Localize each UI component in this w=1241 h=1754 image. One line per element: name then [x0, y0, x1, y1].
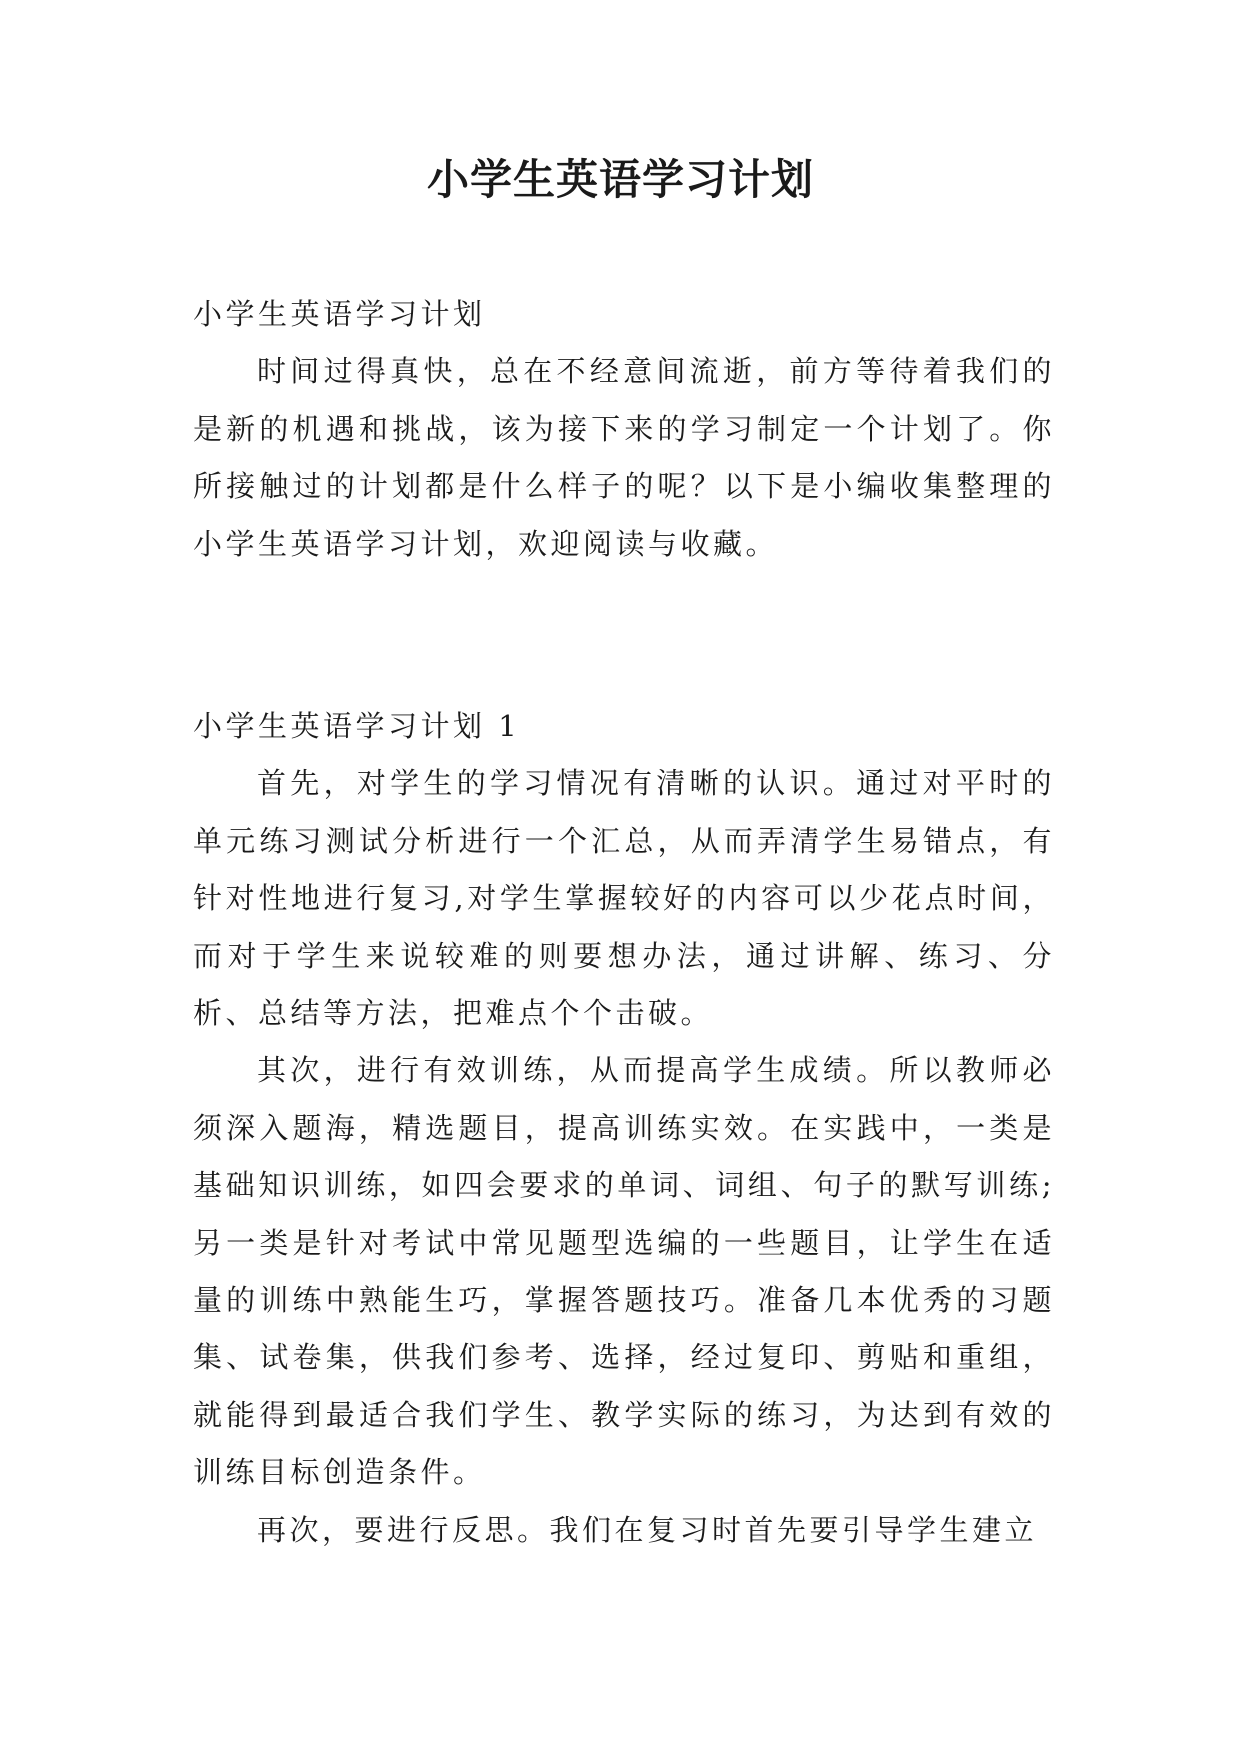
section-1-paragraph-1: 首先，对学生的学习情况有清晰的认识。通过对平时的单元练习测试分析进行一个汇总，从而弄清学生易错点，有针对性地进行复习,对学生掌握较好的内容可以少花点时间，而对于学生来说较难的则要想办法，通过讲解、练习、分析、总结等方法，把难点个个击破。 [193, 766, 1055, 1031]
document-title: 小学生英语学习计划 [426, 155, 814, 204]
section-1-paragraph-2: 其次，进行有效训练，从而提高学生成绩。所以教师必须深入题海，精选题目，提高训练实效。在实践中，一类是基础知识训练，如四会要求的单词、词组、句子的默写训练;另一类是针对考试中常见题型选编的一些题目，让学生在适量的训练中熟能生巧，掌握答题技巧。准备几本优秀的习题集、试卷集，供我们参考、选择，经过复印、剪贴和重组，就能得到最适合我们学生、教学实际的练习，为达到有效的训练目标创造条件。 [193, 1053, 1055, 1490]
intro-heading: 小学生英语学习计划 [193, 297, 486, 331]
section-1-paragraph-3: 再次，要进行反思。我们在复习时首先要引导学生建立 [257, 1512, 1038, 1547]
intro-block [193, 286, 1055, 573]
section-1-block [193, 698, 1055, 1559]
intro-paragraph: 时间过得真快，总在不经意间流逝，前方等待着我们的是新的机遇和挑战，该为接下来的学习制定一个计划了。你所接触过的计划都是什么样子的呢？以下是小编收集整理的小学生英语学习计划，欢迎阅读与收藏。 [193, 354, 1055, 561]
section-1-heading: 小学生英语学习计划 1 [193, 709, 521, 743]
